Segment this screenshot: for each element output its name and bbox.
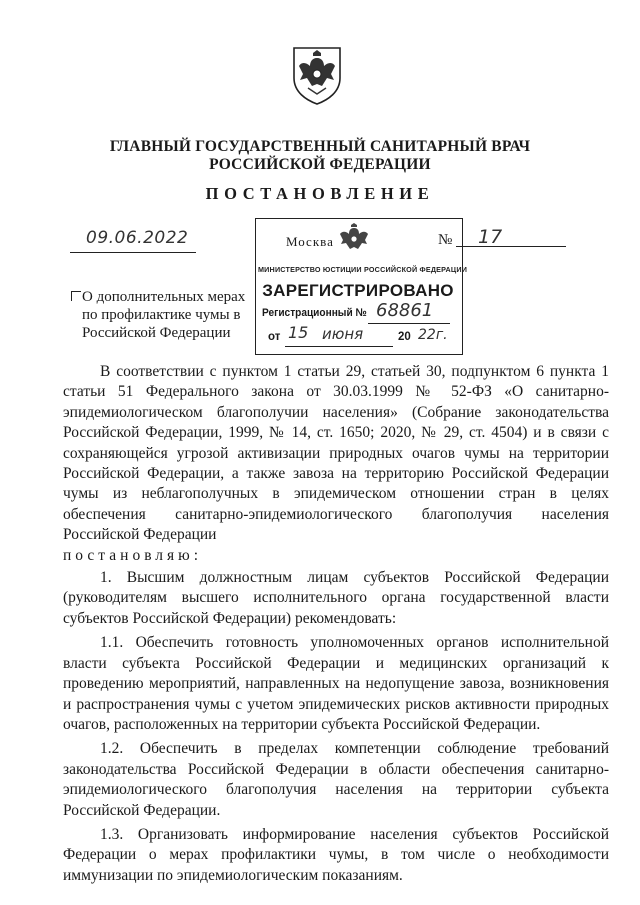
city-name: Москва: [286, 234, 334, 249]
stamp-ministry: МИНИСТЕРСТВО ЮСТИЦИИ РОССИЙСКОЙ ФЕДЕРАЦИИ: [258, 265, 468, 274]
issuer-title-line1: ГЛАВНЫЙ ГОСУДАРСТВЕННЫЙ САНИТАРНЫЙ ВРАЧ: [109, 138, 531, 155]
document-body: [63, 362, 609, 886]
clause-1: 1. Высшим должностным лицам субъектов Российской Федерации (руководителям высшего исполнительного органа государственной власти субъектов Российской Федерации) рекомендовать:: [63, 569, 609, 627]
russian-coat-of-arms-icon: [288, 44, 346, 106]
number-sign: №: [438, 232, 453, 248]
stamp-year-prefix: 20: [398, 331, 411, 343]
document-number: 17: [478, 226, 503, 248]
number-underline: [456, 246, 566, 247]
stamp-coat-of-arms-icon: [334, 222, 374, 258]
document-subject: О дополнительных мерах по профилактике чумы в Российской Федерации: [82, 289, 246, 341]
stamp-registration-number: 68861: [376, 300, 434, 321]
clause-1-2: 1.2. Обеспечить в пределах компетенции соблюдение требований законодательства Российской Федерации в области обеспечения санитарно-эпидемиологического благополучия населения на территории субъекта Российской Федерации.: [63, 740, 609, 819]
stamp-registration-underline: [368, 323, 450, 324]
clause-1-1: 1.1. Обеспечить готовность уполномоченных органов исполнительной власти субъекта Российской Федерации и медицинских организаций к проведению мероприятий, направленных на недопущение завоза, возникновения и распространения чумы с учетом эпидемических рисков активности природных очагов, расположенных на территории субъекта Российской Федерации.: [63, 634, 609, 733]
issuer-title-line2: РОССИЙСКОЙ ФЕДЕРАЦИИ: [209, 156, 431, 173]
stamp-date-underline: [285, 346, 393, 347]
document-type: ПОСТАНОВЛЕНИЕ: [205, 184, 435, 203]
stamp-year-suffix: 22г.: [418, 327, 448, 343]
decree-word: постановляю:: [63, 546, 203, 564]
stamp-month: июня: [322, 325, 364, 343]
stamp-from-label: от: [268, 331, 281, 343]
clause-1-3: 1.3. Организовать информирование населения субъектов Российской Федерации о мерах профилактики чумы, в том числе о необходимости иммунизации по эпидемиологическим показаниям.: [63, 825, 609, 884]
document-date: 09.06.2022: [86, 228, 189, 248]
stamp-registered: ЗАРЕГИСТРИРОВАНО: [262, 281, 454, 300]
decree-word-line: [63, 546, 609, 566]
stamp-day: 15: [288, 323, 309, 342]
subject-corner-mark: [71, 291, 81, 301]
intro-paragraph: В соответствии с пунктом 1 статьи 29, статьей 30, подпунктом 6 пункта 1 статьи 51 Федерального закона от 30.03.1999 № 52-ФЗ «О санитарно-эпидемиологическом благополучии населения» (Собрание законодательства Российской Федерации, 1999, № 14, ст. 1650; 2020, № 29, ст. 4504) и в связи с сохраняющейся угрозой активизации природных очагов чумы на территории Российской Федерации, а также завоза на территорию Российской Федерации чумы из неблагополучных в эпидемическом отношении стран в целях обеспечения санитарно-эпидемиологического благополучия населения Российской Федерации: [63, 363, 609, 544]
stamp-registration-label: Регистрационный №: [262, 307, 367, 319]
